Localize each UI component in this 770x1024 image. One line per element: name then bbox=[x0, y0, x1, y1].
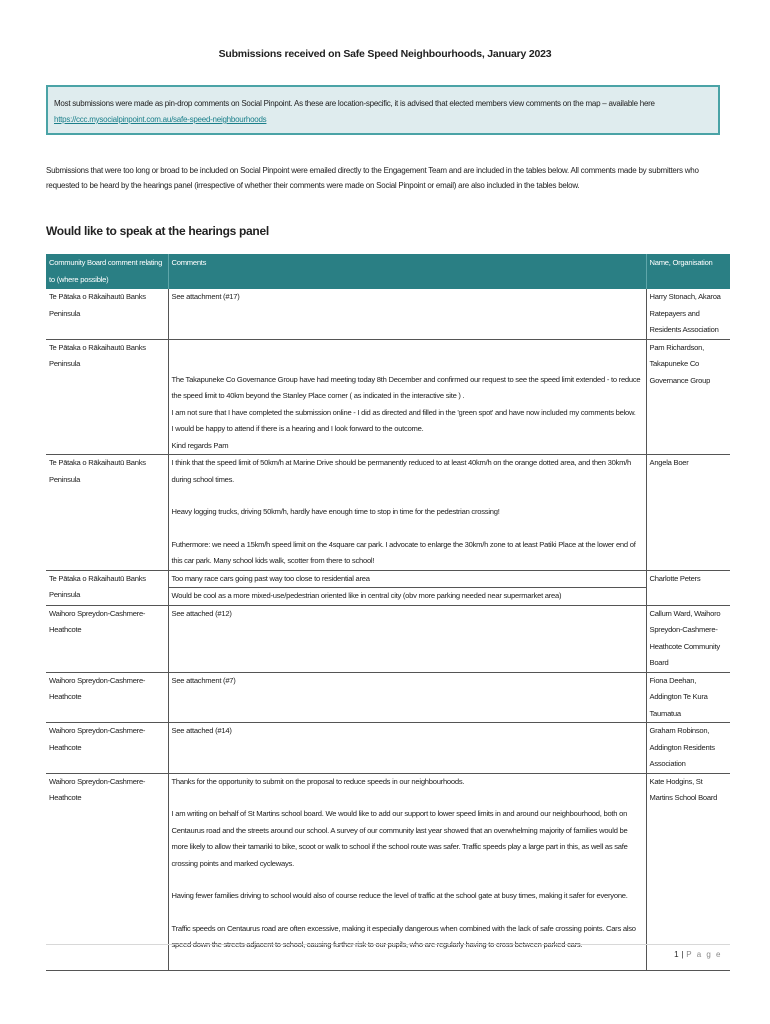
submissions-table bbox=[46, 254, 730, 971]
notice-text: Most submissions were made as pin-drop comments on Social Pinpoint. As these are location-specific, it is advised that elected members view comments on the map – available here bbox=[54, 99, 655, 108]
section-heading: Would like to speak at the hearings panel bbox=[46, 224, 269, 238]
cell-name-organisation: Kate Hodgins, St Martins School Board bbox=[646, 773, 730, 970]
comment-paragraph: See attachment (#7) bbox=[171, 675, 236, 685]
page-label: P a g e bbox=[686, 950, 722, 959]
table-row bbox=[46, 723, 730, 774]
table-row bbox=[46, 455, 730, 571]
page-number-value: 1 bbox=[674, 950, 679, 959]
cell-community-board: Te Pātaka o Rākaihautū Banks Peninsula bbox=[46, 289, 168, 339]
table-row bbox=[46, 672, 730, 723]
cell-community-board: Te Pātaka o Rākaihautū Banks Peninsula bbox=[46, 455, 168, 571]
page-number bbox=[674, 950, 722, 959]
comment-spacer bbox=[172, 488, 643, 504]
comment-paragraph: I think that the speed limit of 50km/h at Marine Drive should be permanently reduced to at least 40km/h on the orange dotted area, and then 30km/h during school times. bbox=[171, 458, 631, 484]
comment-paragraph: See attachment (#17) bbox=[171, 292, 240, 301]
cell-comments bbox=[168, 339, 646, 455]
comment-line: Too many race cars going past way too close to residential area bbox=[169, 571, 646, 589]
comment-spacer bbox=[172, 340, 643, 356]
document-title: Submissions received on Safe Speed Neighbourhoods, January 2023 bbox=[218, 48, 552, 60]
comment-spacer bbox=[172, 790, 643, 806]
social-pinpoint-link[interactable]: https://ccc.mysocialpinpoint.com.au/safe-speed-neighbourhoods bbox=[54, 115, 267, 124]
comment-paragraph: Futhermore: we need a 15km/h speed limit on the 4square car park. I advocate to enlarge the 30km/h zone to at least Patiki Place at the lower end of this car park. Many school kids walk, scotter from there to school! bbox=[171, 539, 636, 565]
cell-community-board: Waihoro Spreydon-Cashmere-Heathcote bbox=[46, 605, 168, 672]
cell-comments bbox=[168, 570, 646, 605]
table-row bbox=[46, 289, 730, 339]
comment-line: Would be cool as a more mixed-use/pedestrian oriented like in central city (obv more parking needed near supermarket area) bbox=[171, 591, 562, 600]
page-number-separator: | bbox=[678, 950, 687, 959]
comment-paragraph: I am not sure that I have completed the submission online - I did as directed and filled in the 'green spot' and have now included my comments below. bbox=[171, 407, 636, 417]
comment-paragraph: The Takapuneke Co Governance Group have had meeting today 8th December and confirmed our request to see the speed limit extended - to reduce the speed limit to 40km beyond the Stanley Place corner ( as indicated in the interactive site ) . bbox=[171, 374, 641, 400]
table-body bbox=[46, 289, 730, 970]
cell-comments bbox=[168, 723, 646, 774]
cell-comments bbox=[168, 773, 646, 970]
comment-spacer bbox=[172, 521, 643, 537]
intro-paragraph: Submissions that were too long or broad to be included on Social Pinpoint were emailed directly to the Engagement Team and are included in the tables below. All comments made by submitters who requested to be heard by the hearings panel (irrespective of whether their comments were made on Social Pinpoint or email) are also included in the tables below. bbox=[46, 166, 699, 190]
comment-paragraph: I am writing on behalf of St Martins school board. We would like to add our support to lower speed limits in and around our neighbourhood, both on Centaurus road and the streets around our school. A survey of our community last year showed that an overwhelming majority of families would be more likely to allow their tamariki to bike, scoot or walk to school if the school route was safer. Traffic speeds play a large part in this, as well as safe crossing points and marked cycleways. bbox=[171, 809, 628, 868]
comment-paragraph: Heavy logging trucks, driving 50km/h, hardly have enough time to stop in time for the pedestrian crossing! bbox=[171, 507, 500, 516]
cell-community-board: Te Pātaka o Rākaihautū Banks Peninsula bbox=[46, 570, 168, 605]
header-comments: Comments bbox=[168, 254, 646, 289]
comment-spacer bbox=[172, 356, 643, 372]
header-community-board: Community Board comment relating to (where possible) bbox=[46, 254, 168, 289]
cell-name-organisation: Fiona Deehan, Addington Te Kura Taumatua bbox=[646, 672, 730, 723]
comment-paragraph: See attached (#14) bbox=[171, 726, 232, 735]
cell-name-organisation: Pam Richardson, Takapuneke Co Governance Group bbox=[646, 339, 730, 455]
comment-paragraph: Kind regards Pam bbox=[171, 440, 229, 450]
table-row bbox=[46, 570, 730, 605]
comment-paragraph: See attached (#12) bbox=[171, 608, 232, 618]
footer-divider bbox=[46, 944, 730, 945]
cell-community-board: Waihoro Spreydon-Cashmere-Heathcote bbox=[46, 723, 168, 774]
cell-name-organisation: Angela Boer bbox=[646, 455, 730, 571]
comment-paragraph: I would be happy to attend if there is a hearing and I look forward to the outcome. bbox=[171, 424, 424, 433]
cell-comments bbox=[168, 455, 646, 571]
cell-community-board: Waihoro Spreydon-Cashmere-Heathcote bbox=[46, 773, 168, 970]
cell-comments bbox=[168, 672, 646, 723]
header-name-organisation: Name, Organisation bbox=[646, 254, 730, 289]
cell-name-organisation: Charlotte Peters bbox=[646, 570, 730, 605]
comment-paragraph: Having fewer families driving to school would also of course reduce the level of traffic at the school gate at busy times, making it safer for everyone. bbox=[171, 891, 628, 900]
comment-paragraph: Thanks for the opportunity to submit on the proposal to reduce speeds in our neighbourhoods. bbox=[171, 776, 465, 786]
cell-name-organisation: Callum Ward, Waihoro Spreydon-Cashmere-Heathcote Community Board bbox=[646, 605, 730, 672]
table-row bbox=[46, 339, 730, 455]
cell-comments bbox=[168, 289, 646, 339]
comment-spacer bbox=[172, 872, 643, 888]
comment-spacer bbox=[172, 905, 643, 921]
comment-paragraph: Traffic speeds on Centaurus road are often excessive, making it especially dangerous when combined with the lack of safe crossing points. Cars also speed down the streets adjacent to school, causing further risk to our pupils, who are regularly having to cross between parked cars. bbox=[171, 923, 636, 949]
cell-community-board: Waihoro Spreydon-Cashmere-Heathcote bbox=[46, 672, 168, 723]
cell-community-board: Te Pātaka o Rākaihautū Banks Peninsula bbox=[46, 339, 168, 455]
cell-name-organisation: Harry Stonach, Akaroa Ratepayers and Residents Association bbox=[646, 289, 730, 339]
table-header-row bbox=[46, 254, 730, 289]
notice-box bbox=[46, 85, 720, 135]
table-row bbox=[46, 605, 730, 672]
cell-comments bbox=[168, 605, 646, 672]
comment-spacer bbox=[172, 954, 643, 970]
table-row bbox=[46, 773, 730, 970]
cell-name-organisation: Graham Robinson, Addington Residents Association bbox=[646, 723, 730, 774]
